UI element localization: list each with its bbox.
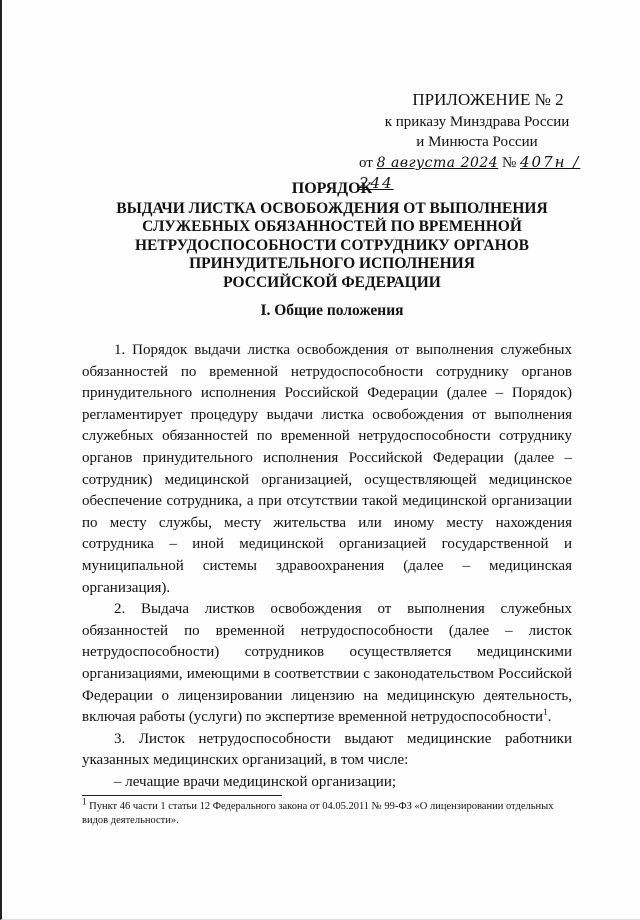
paragraph-2-text: 2. Выдача листков освобождения от выполнения служебных обязанностей по временной нетрудоспособности (далее – листок нетрудоспособности) сотрудников осуществляется медицинскими организациями, имеющими в соответствии с законодательством Российской Федерации о лицензировании лицензию на медицинскую деятельность, включая работы (услуги) по экспертизе временной нетрудоспособности: [82, 601, 572, 726]
order-prefix: от: [359, 155, 373, 171]
title-line-4: НЕТРУДОСПОСОБНОСТИ СОТРУДНИКУ ОРГАНОВ: [134, 236, 530, 254]
appendix-header: [357, 88, 597, 194]
title-line-1: ПОРЯДОК: [291, 180, 373, 197]
document-title: [72, 180, 592, 292]
section-heading: I. Общие положения: [260, 302, 404, 319]
appendix-ministry: и Минюста России: [416, 134, 538, 150]
order-number-handwritten: 407н / 244: [359, 153, 581, 192]
appendix-order-ref: к приказу Минздрава России: [384, 114, 570, 130]
footnote-mark: 1: [82, 796, 87, 807]
paragraph-3: 3. Листок нетрудоспособности выдают медицинские работники указанных медицинских организаций, в том числе:: [82, 730, 572, 769]
footnote-reference[interactable]: 1: [543, 707, 548, 718]
paragraph-2-end: .: [547, 709, 552, 726]
footnote-text: Пункт 46 части 1 статьи 12 Федерального закона от 04.05.2011 № 99-ФЗ «О лицензировании отдельных видов деятельности».: [82, 801, 554, 826]
order-number-label: №: [501, 155, 517, 171]
order-date-handwritten: 8 августа 2024: [376, 155, 499, 171]
footnote: [82, 796, 577, 828]
footnote-divider: [82, 795, 282, 796]
paragraph-1: 1. Порядок выдачи листка освобождения от выполнения служебных обязанностей по временной нетрудоспособности сотруднику органов принудительного исполнения Российской Федерации (далее – Порядок) регламентирует процедуру выдачи листка освобождения от выполнения служебных обязанностей по временной нетрудоспособности сотруднику органов принудительного исполнения Российской Федерации (далее – сотрудник) медицинской организацией, осуществляющей медицинское обеспечение сотрудника, а при отсутствии такой медицинской организации по месту службы, месту жительства или иному месту нахождения сотрудника – иной медицинской организацией государственной и муниципальной системы здравоохранения (далее – медицинская организация).: [82, 342, 572, 596]
body-text: [82, 340, 572, 793]
title-line-6: РОССИЙСКОЙ ФЕДЕРАЦИИ: [223, 273, 441, 291]
title-line-5: ПРИНУДИТЕЛЬНОГО ИСПОЛНЕНИЯ: [189, 255, 475, 272]
title-line-3: СЛУЖЕБНЫХ ОБЯЗАННОСТЕЙ ПО ВРЕМЕННОЙ: [142, 218, 522, 235]
paragraph-2: [82, 599, 572, 729]
appendix-title: ПРИЛОЖЕНИЕ № 2: [412, 90, 564, 109]
paragraph-4-list-item: – лечащие врачи медицинской организации;: [114, 773, 397, 790]
title-line-2: ВЫДАЧИ ЛИСТКА ОСВОБОЖДЕНИЯ ОТ ВЫПОЛНЕНИЯ: [116, 199, 548, 217]
